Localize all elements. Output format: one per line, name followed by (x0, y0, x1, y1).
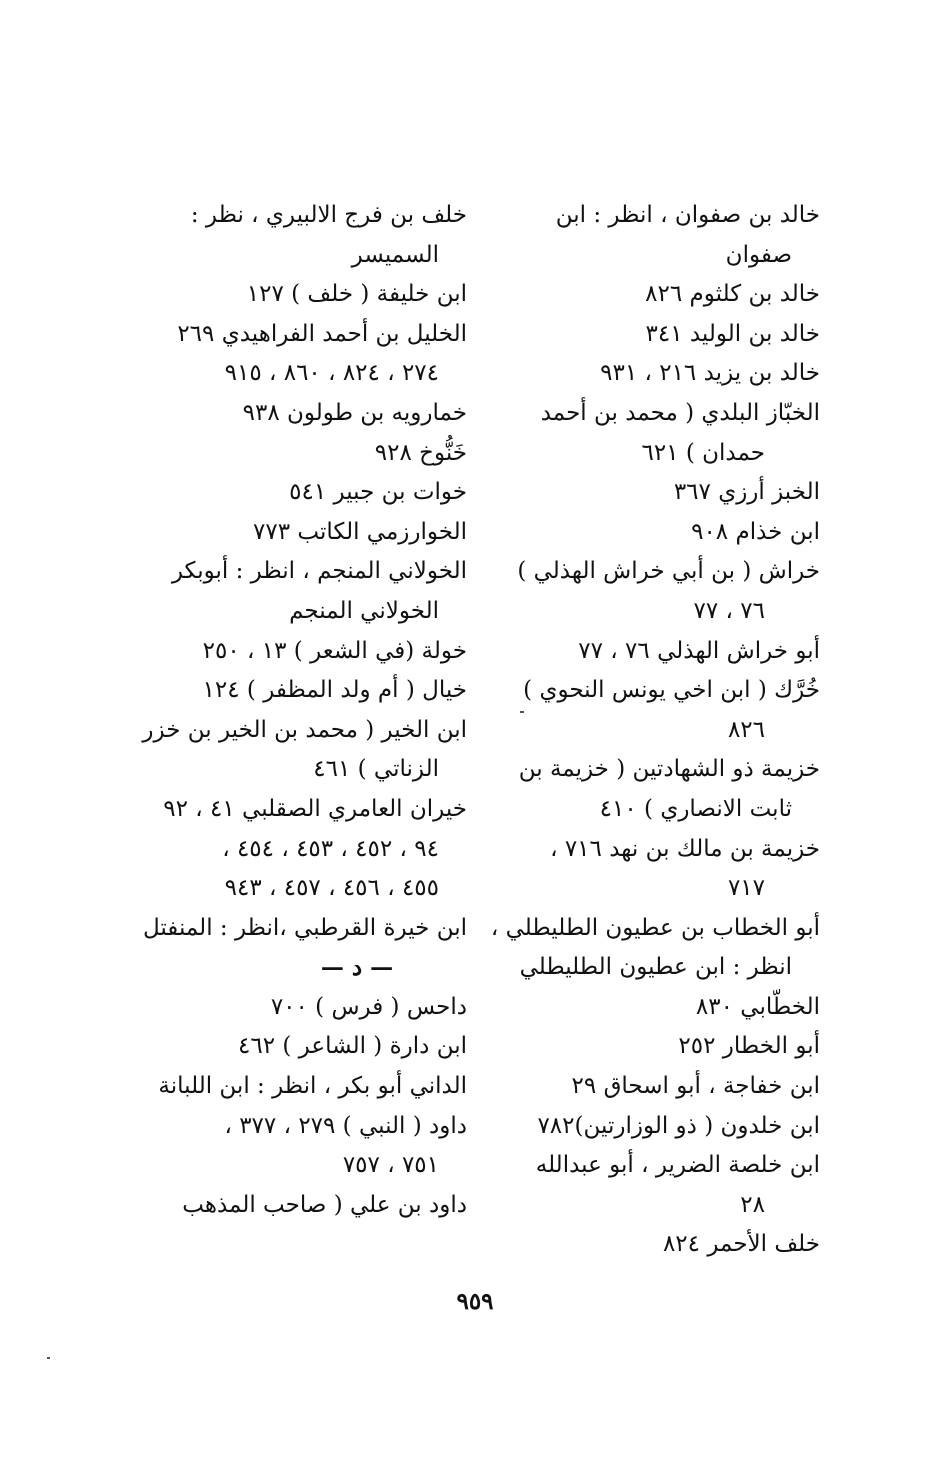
index-entry-line: ٧١٧ (727, 875, 765, 902)
index-entry-line: خيران العامري الصقلبي ٤١ ، ٩٢ (163, 795, 467, 822)
index-entry-line: الداني أبو بكر ، انظر : ابن اللبانة (158, 1073, 467, 1100)
index-column-right (490, 196, 820, 1265)
index-entry-line: ٤٥٥ ، ٤٥٦ ، ٤٥٧ ، ٩٤٣ (224, 875, 439, 902)
index-entry-line: داود بن علي ( صاحب المذهب (182, 1191, 467, 1218)
index-entry-line: الزناتي ) ٤٦١ (313, 756, 439, 783)
index-entry-line: ٨٢٦ (727, 716, 765, 743)
index-entry-line: ابن خذام ٩٠٨ (691, 518, 820, 545)
ink-speck (47, 1357, 50, 1359)
index-entry-line: خلف الأحمر ٨٢٤ (662, 1231, 820, 1258)
index-entry-line: خالد بن كلثوم ٨٢٦ (645, 281, 820, 308)
index-entry-line: ٧٥١ ، ٧٥٧ (342, 1152, 439, 1179)
index-entry-line: الخبز أرزي ٣٦٧ (673, 479, 820, 506)
index-entry-line: أبو الخطار ٢٥٢ (678, 1033, 820, 1060)
index-entry-line: ابن خفاجة ، أبو اسحاق ٢٩ (571, 1073, 820, 1100)
index-entry-line: ابن خلدون ( ذو الوزارتين)٧٨٢ (537, 1112, 820, 1139)
index-entry-line: خزيمة بن مالك بن نهد ٧١٦ ، (550, 835, 820, 862)
index-entry-line: خراش ( بن أبي خراش الهذلي ) (517, 558, 820, 585)
index-entry-line: ابن خلصة الضرير ، أبو عبدالله (535, 1152, 820, 1179)
index-entry-line: خولة (في الشعر ) ١٣ ، ٢٥٠ (202, 637, 467, 664)
index-entry-line: ابن الخير ( محمد بن الخير بن خزر (142, 716, 467, 743)
index-entry-line: ٢٨ (740, 1191, 765, 1218)
index-entry-line: انظر : ابن عطيون الطليطلي (519, 954, 792, 981)
index-entry-line: الخليل بن أحمد الفراهيدي ٢٦٩ (177, 320, 467, 347)
index-entry-line: الخوارزمي الكاتب ٧٧٣ (253, 518, 467, 545)
index-entry-line: خوات بن جبير ٥٤١ (289, 479, 467, 506)
index-entry-line: داحس ( فرس ) ٧٠٠ (270, 993, 467, 1020)
index-entry-line: ٢٧٤ ، ٨٢٤ ، ٨٦٠ ، ٩١٥ (224, 360, 439, 387)
index-entry-line: ٩٤ ، ٤٥٢ ، ٤٥٣ ، ٤٥٤ ، (222, 835, 439, 862)
index-entry-line: خالد بن يزيد ٢١٦ ، ٩٣١ (600, 360, 820, 387)
index-entry-line: السميسر (351, 241, 439, 268)
index-entry-line: خالد بن الوليد ٣٤١ (645, 320, 820, 347)
index-entry-line: الخولاني المنجم (289, 597, 439, 624)
index-entry-line: ابن دارة ( الشاعر ) ٤٦٢ (238, 1033, 467, 1060)
index-entry-line: أبو خراش الهذلي ٧٦ ، ٧٧ (578, 637, 820, 664)
index-entry-line: خُرَّك ( ابن اخي يونس النحوي ) (523, 677, 820, 704)
index-entry-line: خالد بن صفوان ، انظر : ابن (555, 202, 820, 228)
ink-speck (520, 711, 524, 713)
index-entry-line: خزيمة ذو الشهادتين ( خزيمة بن (518, 756, 820, 783)
index-entry-line: حمدان ) ٦٢١ (641, 439, 765, 466)
index-entry-line: الخولاني المنجم ، انظر : أبوبكر (171, 558, 467, 585)
index-entry-line: ثابت الانصاري ) ٤١٠ (599, 795, 792, 822)
index-entry-line: ابن خيرة القرطبي ،انظر : المنفتل (142, 914, 467, 941)
index-column-left (127, 196, 467, 1225)
index-entry-line: صفوان (725, 241, 792, 268)
index-entry-line: ٧٦ ، ٧٧ (693, 597, 765, 624)
index-entry-line: داود ( النبي ) ٢٧٩ ، ٣٧٧ ، (224, 1112, 467, 1139)
index-entry-line: ابن خليفة ( خلف ) ١٢٧ (246, 281, 467, 308)
page-number: ٩٥٩ (456, 1288, 494, 1315)
index-entry-line: خَنُّوخ ٩٢٨ (374, 439, 467, 466)
index-entry-line: الخطّابي ٨٣٠ (695, 993, 820, 1020)
section-heading: — د — (320, 954, 394, 982)
index-entry-line: خمارويه بن طولون ٩٣٨ (242, 399, 467, 426)
index-entry-line: خلف بن فرج الالبيري ، نظر : (190, 202, 467, 228)
index-entry-line: خيال ( أم ولد المظفر ) ١٢٤ (202, 677, 467, 704)
index-entry-line: أبو الخطاب بن عطيون الطليطلي ، (490, 914, 820, 941)
index-entry-line: الخبّاز البلدي ( محمد بن أحمد (540, 399, 820, 426)
